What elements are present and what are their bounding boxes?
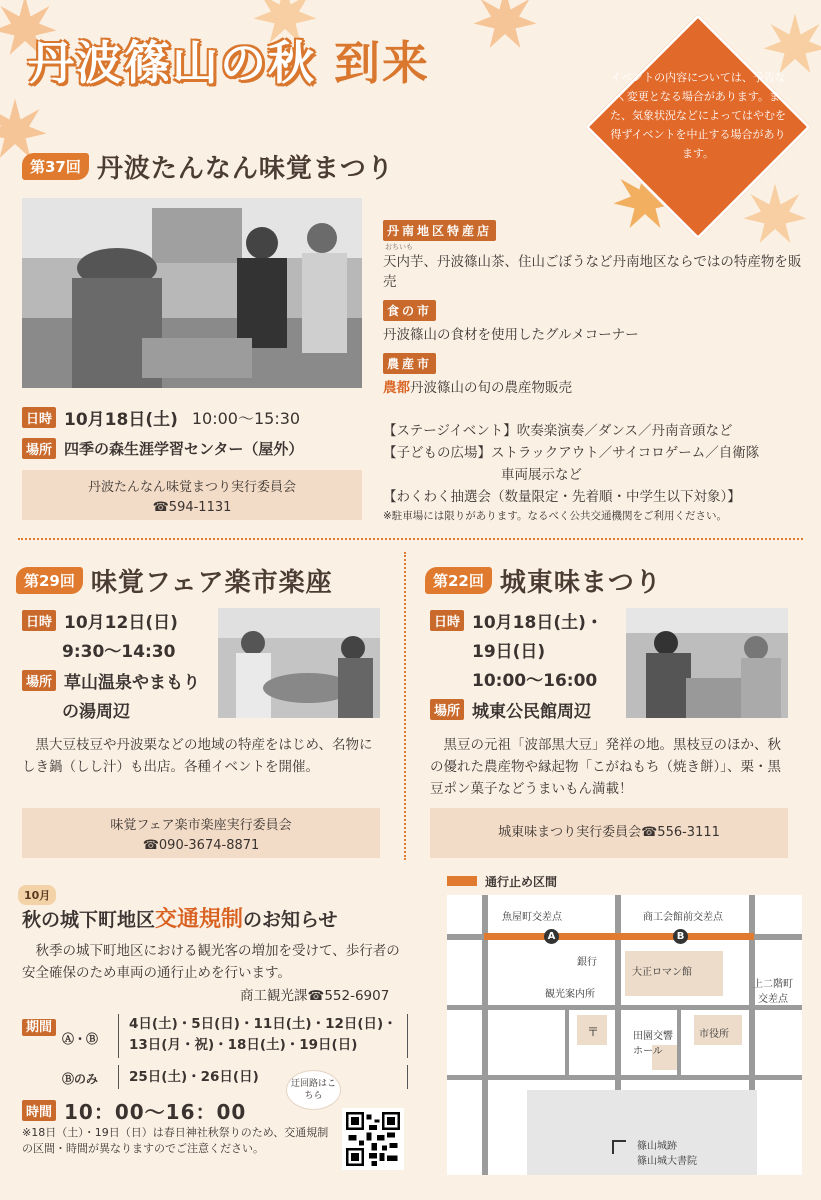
stall-desc: 天内芋、丹波篠山茶、住山ごぼうなど丹南地区ならではの特産物を販売 [383, 254, 802, 290]
divider-vertical [404, 552, 406, 860]
stall-nosan [383, 353, 803, 398]
event1-info [22, 405, 303, 459]
event1-organizer-box [22, 470, 362, 520]
event3-date-line1: 10月18日(土)・ [472, 613, 603, 633]
event3-photo [626, 608, 788, 718]
event3-info [430, 608, 603, 722]
event2-heading [16, 562, 333, 599]
label-kamisan-1: 上二階町 [753, 979, 793, 990]
traffic-title-accent: 交通規制 [155, 907, 244, 932]
date-label: 日時 [22, 610, 56, 631]
event1-activities [383, 420, 803, 524]
divider [18, 538, 803, 540]
activity-item: 【ステージイベント】吹奏楽演奏／ダンス／丹南音頭など [383, 423, 733, 439]
event3-title: 城東味まつり [499, 568, 662, 598]
point-b-marker: B [673, 929, 688, 944]
event3-time: 10:00〜16:00 [472, 671, 598, 691]
event2-organizer: 味覚フェア楽市楽座実行委員会 [110, 818, 292, 833]
activity-item: 【子どもの広場】ストラックアウト／サイコロゲーム／自衛隊 [383, 445, 760, 461]
event1-time: 10:00〜15:30 [191, 409, 301, 428]
event2-date-row [22, 608, 200, 633]
event1-organizer: 丹波たんなん味覚まつり実行委員会 [87, 480, 296, 495]
event3-desc: 黒豆の元祖「波部黒大豆」発祥の地。黒枝豆のほか、秋の優れた農産物や縁起物「こがねもち（焼き餅）」、栗・黒豆ポン菓子などうまいもん満載！ [430, 737, 781, 797]
traffic-period-label [22, 1016, 64, 1035]
notice-text: イベントの内容については、予告なく変更となる場合があります。また、気象状況などによってはやむを得ずイベントを中止する場合があります。 [610, 71, 786, 160]
label-shokokai: 商工会館前交差点 [643, 912, 723, 923]
label-shiyakusho: 市役所 [699, 1029, 729, 1040]
period-label: 期間 [22, 1019, 56, 1036]
event2-place-line2: の湯周辺 [62, 702, 130, 722]
traffic-title [22, 902, 337, 933]
label-denen-1: 田園交響 [633, 1031, 673, 1042]
event3-date-line2: 19日(日) [472, 642, 546, 662]
label-kamisan [753, 975, 793, 1005]
event2-photo [218, 608, 380, 718]
stall-tag: 丹南地区特産店 [383, 220, 496, 241]
stall-desc: 丹波篠山の旬の農産物販売 [410, 380, 572, 396]
time-label: 時間 [22, 1100, 56, 1121]
post-icon: 〒 [587, 1025, 600, 1039]
label-denen [633, 1027, 673, 1057]
label-castle: 篠山城跡 [637, 1141, 677, 1152]
notice-badge [585, 14, 811, 240]
label-taisho: 大正ロマン館 [632, 967, 692, 978]
event1-stalls [383, 220, 803, 398]
traffic-note: ※18日（土）・19日（日）は春日神社秋祭りのため、交通規制の区間・時間が異なりますのでご注意ください。 [22, 1126, 329, 1155]
event3-place: 城東公民館周辺 [472, 702, 592, 722]
point-a-marker: A [544, 929, 559, 944]
stall-desc: 丹波篠山の食材を使用したグルメコーナー [383, 327, 639, 343]
event2-time: 9:30〜14:30 [62, 642, 176, 662]
event3-organizer-box [430, 808, 788, 858]
event1-phone: ☎594-1131 [152, 500, 232, 515]
traffic-title-post: のお知らせ [243, 909, 338, 931]
event2-info [22, 608, 200, 722]
traffic-title-pre: 秋の城下町地区 [22, 909, 156, 931]
event3-heading [425, 562, 662, 599]
stall-tokusan [383, 220, 803, 292]
traffic-time-row [22, 1096, 246, 1125]
map-street [677, 1010, 681, 1075]
place-label: 場所 [430, 699, 464, 720]
stall-desc-row [383, 378, 803, 398]
event1-heading [22, 148, 394, 185]
event1-place-row [22, 438, 303, 459]
stall-highlight: 農都 [383, 380, 410, 396]
label-bank: 銀行 [577, 957, 597, 968]
traffic-month: 10月 [18, 885, 56, 905]
closed-section [484, 933, 754, 940]
detour-bubble: 迂回路はこちら [286, 1070, 341, 1110]
event2-place-line1: 草山温泉やまもり [64, 673, 201, 693]
legend-label: 通行止め区間 [485, 875, 558, 889]
ab-dates-2: 13日(月・祝)・18日(土)・19日(日) [129, 1037, 358, 1053]
event1-place: 四季の森生涯学習センター（屋外） [64, 440, 304, 458]
date-label: 日時 [430, 610, 464, 631]
activity-item: 車両展示など [501, 467, 582, 483]
label-kamisan-2: 交差点 [758, 994, 788, 1005]
label-kanko: 観光案内所 [545, 989, 595, 1000]
stall-tag: 食の市 [383, 300, 436, 321]
event1-date: 10月18日(土) [64, 410, 178, 430]
event2-place-row [22, 668, 200, 693]
event3-badge: 第22回 [425, 567, 492, 594]
date-label: 日時 [22, 407, 56, 428]
page-title [28, 36, 430, 90]
traffic-contact: 商工観光課☎552-6907 [240, 988, 390, 1004]
event2-desc: 黒大豆枝豆や丹波栗などの地域の特産をはじめ、名物にしき鍋（しし汁）も出店。各種イベントを開催。 [22, 737, 373, 775]
stall-tag: 農産市 [383, 353, 436, 374]
title-accent: 到来 [334, 36, 430, 90]
activity-item: 【わくわく抽選会（数量限定・先着順・中学生以下対象）】 [383, 489, 741, 505]
stall-shoku [383, 300, 803, 345]
event1-photo [22, 198, 362, 388]
event1-badge: 第37回 [22, 153, 89, 180]
traffic-map [447, 895, 802, 1175]
qr-code-icon[interactable] [342, 1108, 404, 1170]
ab-dates-1: 4日(土)・5日(日)・11日(土)・12日(日)・ [129, 1016, 397, 1032]
event3-date-row [430, 608, 603, 633]
traffic-time: 10：00〜16：00 [64, 1100, 247, 1124]
label-castle-group [637, 1137, 697, 1167]
title-main: 丹波篠山の秋 [28, 36, 316, 90]
event1-title: 丹波たんなん味覚まつり [96, 154, 394, 184]
event2-badge: 第29回 [16, 567, 83, 594]
traffic-ab-dates [118, 1014, 408, 1058]
castle-icon [612, 1140, 626, 1154]
place-label: 場所 [22, 438, 56, 459]
traffic-b-label: Ⓑのみ [62, 1072, 99, 1086]
label-library: 篠山城大書院 [637, 1156, 697, 1167]
event3-organizer: 城東味まつり実行委員会☎556-3111 [498, 825, 720, 840]
event2-phone: ☎090-3674-8871 [142, 838, 260, 853]
maple-leaf-icon [470, 0, 540, 55]
traffic-b-dates: 25日(土)・26日(日) [118, 1065, 408, 1089]
event2-date: 10月12日(日) [64, 613, 178, 633]
place-label: 場所 [22, 670, 56, 691]
event2-title: 味覚フェア楽市楽座 [90, 568, 333, 598]
traffic-desc: 秋季の城下町地区における観光客の増加を受けて、歩行者の安全確保のため車両の通行止めを行います。 [22, 943, 400, 981]
event1-date-row [22, 405, 303, 430]
legend-swatch [447, 876, 477, 886]
event2-organizer-box [22, 808, 380, 858]
traffic-ab-label: Ⓐ・Ⓑ [62, 1032, 99, 1046]
map-street [565, 1010, 569, 1075]
stall-ruby: おちいも [385, 243, 413, 251]
event3-place-row [430, 697, 603, 722]
parking-note: ※駐車場には限りがあります。なるべく公共交通機関をご利用ください。 [383, 510, 727, 522]
label-uoya: 魚屋町交差点 [502, 912, 562, 923]
label-denen-2: ホール [633, 1046, 663, 1057]
